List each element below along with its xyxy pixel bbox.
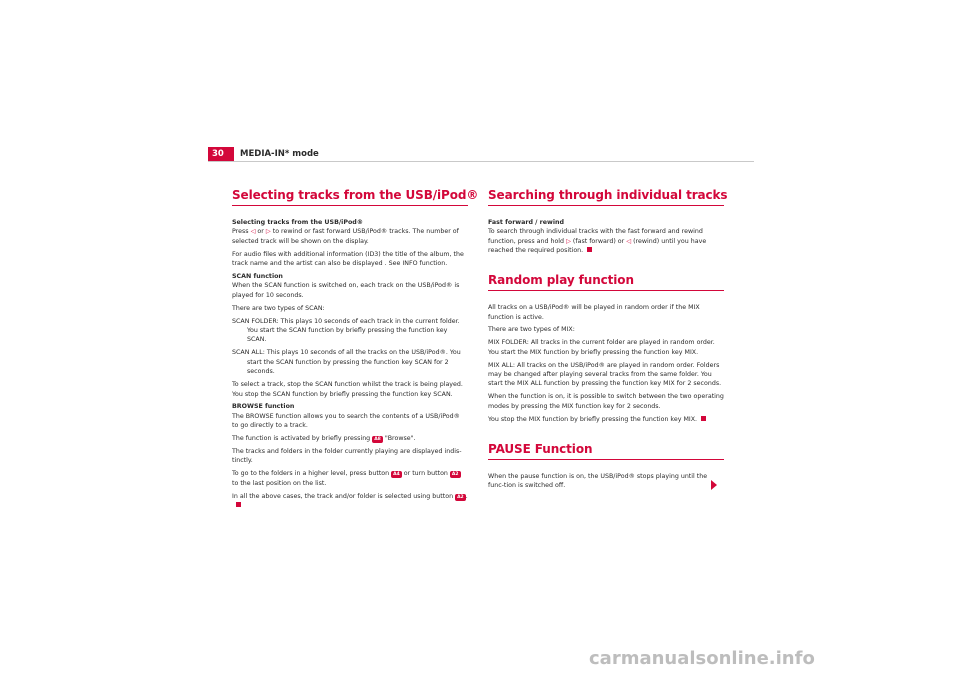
paragraph: To go to the folders in a higher level, press button A4 or turn button A2 to the last position on the list. [232, 470, 459, 487]
paragraph: The BROWSE function allows you to search the contents of a USB/iPod® to go directly to a track. [232, 412, 460, 430]
button-ref-a4: A4 [393, 472, 400, 478]
subheading-browse: BROWSE function [232, 403, 295, 411]
right-arrow-icon: ▷ [265, 228, 271, 236]
running-title: MEDIA-IN* mode [240, 149, 319, 159]
section-title-searching-tracks: Searching through individual tracks [488, 188, 724, 206]
paragraph: When the function is on, it is possible to switch between the two operating modes by pressing the MIX function key for 2 seconds. [488, 393, 724, 410]
left-column [232, 188, 479, 514]
button-ref-a2: A2 [457, 494, 464, 500]
subheading-fast-forward: Fast forward / rewind [488, 219, 565, 226]
paragraph: There are two types of SCAN: [232, 304, 325, 312]
subheading-scan: SCAN function [232, 273, 283, 281]
left-arrow-icon: ◁ [250, 228, 256, 236]
end-square-icon [587, 247, 592, 252]
paragraph: When the SCAN function is switched on, each track on the USB/iPod® is played for 10 seconds. [232, 282, 460, 299]
paragraph: In all the above cases, the track and/or folder is selected using button A2 . [232, 492, 468, 511]
button-ref-a2: A2 [451, 472, 459, 478]
button-ref-a8: A8 [374, 437, 381, 443]
paragraph: To search through individual tracks with the fast forward and rewind function, press and hold ▷ (fast forward) or ◁ (rewind) until you have reached the required position. [488, 228, 707, 255]
paragraph: For audio files with additional information (ID3) the title of the album, the track name and the artist can also be displayed . See INFO function. [232, 250, 464, 268]
subheading-selecting-tracks: Selecting tracks from the USB/iPod® [232, 219, 364, 226]
page-number: 30 [208, 147, 234, 161]
end-square-icon [236, 502, 241, 507]
paragraph: To select a track, stop the SCAN function whilst the track is being played. You stop the SCAN function by briefly pressing the function key SCAN. [232, 381, 463, 398]
section-title-pause: PAUSE Function [488, 442, 724, 460]
paragraph: Press ◁ or ▷ to rewind or fast forward USB/iPod® tracks. The number of selected track will be shown on the display. [232, 228, 459, 245]
paragraph: When the pause function is on, the USB/iPod® stops playing until the func-tion is switched off. [488, 472, 708, 489]
paragraph: The function is activated by briefly pressing A8 "Browse". [232, 435, 416, 443]
section-title-selecting-tracks: Selecting tracks from the USB/iPod® [232, 188, 468, 206]
end-square-icon [701, 416, 706, 421]
paragraph: The tracks and folders in the folder currently playing are displayed indis-tinctly. [232, 448, 462, 465]
section-title-random-play: Random play function [488, 273, 724, 291]
header-rule [208, 161, 754, 162]
left-arrow-icon: ◁ [626, 237, 632, 245]
right-arrow-icon: ▷ [566, 237, 571, 245]
paragraph-mix-all: MIX ALL: All tracks on the USB/iPod® are played in random order. Folders may be changed after playing several tracks from the same folder. You start the MIX ALL function by pressing the function key MIX for 2 seconds. [488, 361, 722, 388]
paragraph: There are two types of MIX: [488, 326, 575, 334]
paragraph-mix-folder: MIX FOLDER: All tracks in the current folder are played in random order. You start the MIX function by briefly pressing the function key MIX. [488, 339, 715, 356]
continue-arrow-icon [711, 480, 717, 490]
paragraph: All tracks on a USB/iPod® will be played in random order if the MIX function is active. [488, 304, 700, 321]
paragraph-scan-folder: SCAN FOLDER: This plays 10 seconds of each track in the current folder. You start the SCAN function by briefly pressing the function key SCAN. [232, 317, 460, 344]
paragraph-scan-all: SCAN ALL: This plays 10 seconds of all the tracks on the USB/iPod®. You start the SCAN function by pressing the function key SCAN for 2 seconds. [232, 349, 461, 376]
watermark: carmanualsonline.info [589, 648, 815, 669]
paragraph: You stop the MIX function by briefly pressing the function key MIX. [488, 415, 724, 424]
right-column [488, 188, 728, 494]
